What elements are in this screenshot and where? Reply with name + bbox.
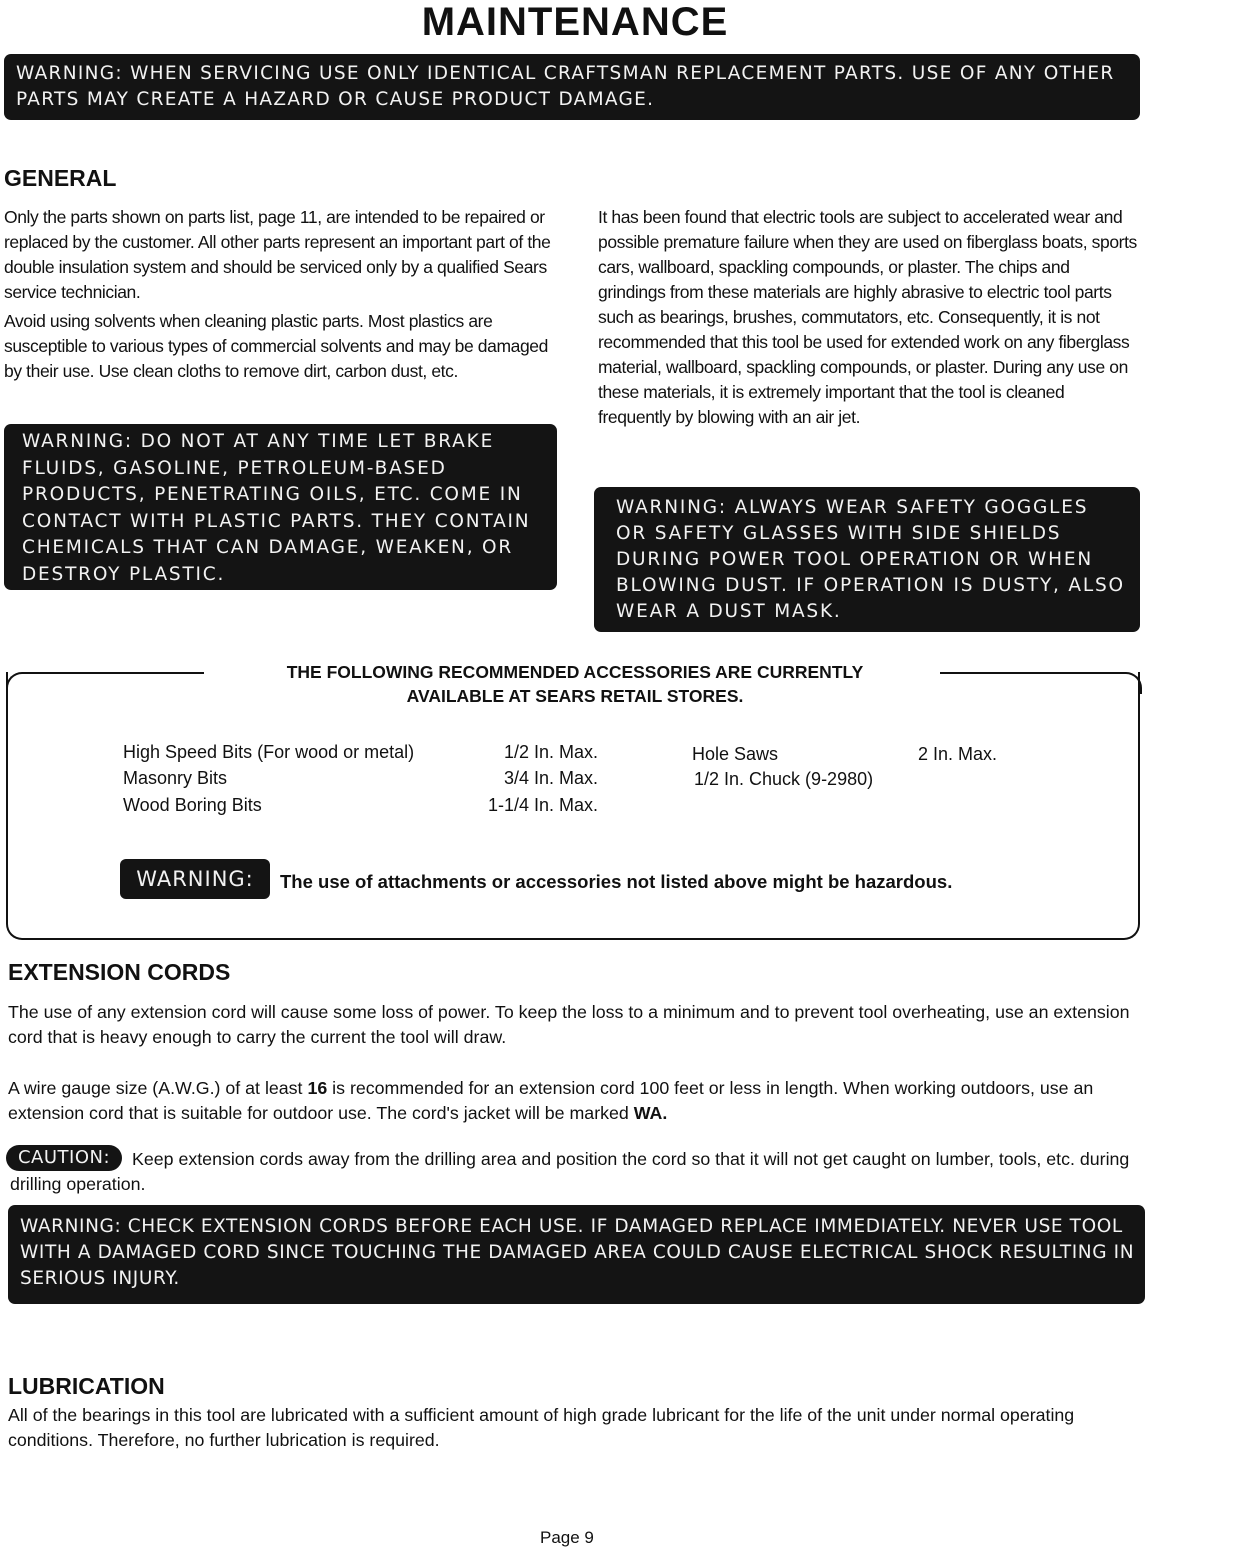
extension-cords-paragraph-1: The use of any extension cord will cause some loss of power. To keep the loss to a minimum and to prevent tool overheating, use an extension cord that is heavy enough to carry the current the tool will draw. bbox=[8, 1002, 1130, 1047]
general-right-column bbox=[598, 205, 1140, 430]
lubrication-paragraph: All of the bearings in this tool are lubricated with a sufficient amount of high grade lubricant for the life of the unit under normal operating conditions. Therefore, no further lubrication is required. bbox=[8, 1405, 1075, 1450]
general-left-paragraph-1: Only the parts shown on parts list, page 11, are intended to be repaired or replaced by the customer. All other parts represent an important part of the double insulation system and should be serviced only by a qualified Sears service technician. bbox=[4, 207, 551, 302]
general-right-paragraph-1: It has been found that electric tools are subject to accelerated wear and possible premature failure when they are used on fiberglass boats, sports cars, wallboard, spackling compounds, or plaster. The chips and grindings from these materials are highly abrasive to electric tool parts such as bearings, brushes, commutators, etc. Consequently, it is not recommended that this tool be used for extended work on any fiberglass material, wallboard, spackling compounds, or plaster. During any use on these materials, it is extremely important that the tool is cleaned frequently by blowing with an air jet. bbox=[598, 207, 1137, 427]
general-right-warning-box bbox=[594, 487, 1140, 632]
extension-cords-warning-box bbox=[8, 1205, 1145, 1304]
accessories-heading-line-2: AVAILABLE AT SEARS RETAIL STORES. bbox=[406, 686, 744, 706]
general-left-warning-text: WARNING: DO NOT AT ANY TIME LET BRAKE FLUIDS, GASOLINE, PETROLEUM-BASED PRODUCTS, PENETRATING OILS, ETC. COME IN CONTACT WITH PLASTIC PARTS. THEY CONTAIN CHEMICALS THAT CAN DAMAGE, WEAKEN, OR DESTROY PLASTIC. bbox=[22, 431, 531, 585]
top-warning-text: WARNING: WHEN SERVICING USE ONLY IDENTICAL CRAFTSMAN REPLACEMENT PARTS. USE OF ANY OTHER PARTS MAY CREATE A HAZARD OR CAUSE PRODUCT DAMAGE. bbox=[16, 63, 1115, 110]
accessory-item-size: 2 In. Max. bbox=[918, 744, 998, 764]
extension-cords-paragraph-2: A wire gauge size (A.W.G.) of at least 16 is recommended for an extension cord 100 feet or less in length. When working outdoors, use an extension cord that is suitable for outdoor use. The cord's jacket will be marked WA. bbox=[8, 1078, 1094, 1123]
caution-label: CAUTION: bbox=[6, 1145, 122, 1171]
general-left-column bbox=[4, 205, 556, 384]
accessory-item-name: Wood Boring Bits bbox=[123, 795, 262, 815]
accessories-warning-text: The use of attachments or accessories not listed above might be hazardous. bbox=[280, 871, 953, 892]
accessory-item-name: High Speed Bits (For wood or metal) bbox=[123, 742, 415, 762]
general-heading: GENERAL bbox=[4, 165, 117, 191]
page-number: Page 9 bbox=[540, 1528, 594, 1547]
extension-cords-heading: EXTENSION CORDS bbox=[8, 959, 231, 985]
accessory-item-size: 3/4 In. Max. bbox=[503, 768, 598, 788]
general-right-warning-text: WARNING: ALWAYS WEAR SAFETY GOGGLES OR SAFETY GLASSES WITH SIDE SHIELDS DURING POWER TOOL OPERATION OR WHEN BLOWING DUST. IF OPERATION IS DUSTY, ALSO WEAR A DUST MASK. bbox=[616, 497, 1125, 622]
extension-cords-warning-text: WARNING: CHECK EXTENSION CORDS BEFORE EACH USE. IF DAMAGED REPLACE IMMEDIATELY. NEVER USE TOOL WITH A DAMAGED CORD SINCE TOUCHING THE DAMAGED AREA COULD CAUSE ELECTRICAL SHOCK RESULTING IN SERIOUS INJURY. bbox=[20, 1216, 1135, 1289]
accessory-item-size: 1/2 In. Max. bbox=[503, 742, 598, 762]
accessories-heading bbox=[150, 660, 1000, 708]
top-warning-box bbox=[4, 54, 1140, 120]
general-left-paragraph-2: Avoid using solvents when cleaning plastic parts. Most plastics are susceptible to various types of commercial solvents and may be damaged by their use. Use clean cloths to remove dirt, carbon dust, etc. bbox=[4, 311, 548, 381]
page-title: MAINTENANCE bbox=[421, 0, 729, 44]
accessory-item-name: Hole Saws bbox=[692, 744, 779, 764]
general-left-warning-box bbox=[4, 424, 557, 590]
accessory-item-name: 1/2 In. Chuck (9-2980) bbox=[694, 769, 874, 789]
caution-text: Keep extension cords away from the drilling area and position the cord so that it will not get caught on lumber, tools, etc. during drilling operation. bbox=[10, 1149, 1130, 1194]
accessories-heading-line-1: THE FOLLOWING RECOMMENDED ACCESSORIES ARE CURRENTLY bbox=[286, 662, 864, 682]
accessories-warning-label: WARNING: bbox=[120, 859, 270, 899]
accessory-item-size: 1-1/4 In. Max. bbox=[487, 795, 598, 815]
accessory-item-name: Masonry Bits bbox=[123, 768, 228, 788]
lubrication-heading: LUBRICATION bbox=[8, 1373, 165, 1399]
